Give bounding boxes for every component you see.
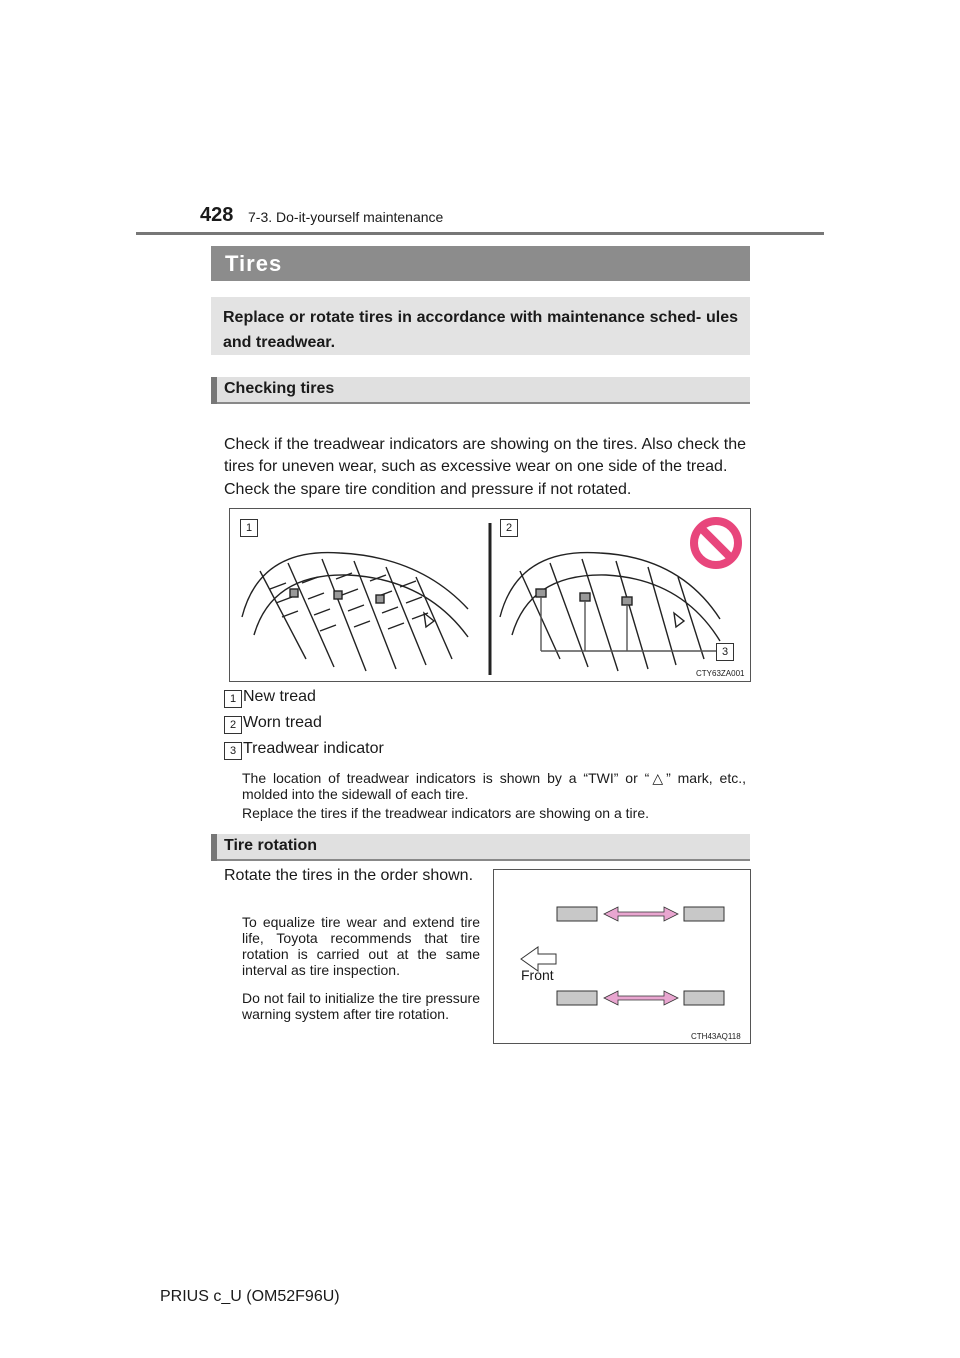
checking-heading-text: Checking tires [224, 380, 335, 397]
list-number: 1 [224, 690, 242, 708]
new-tread-drawing [242, 553, 468, 671]
rotation-paragraph: Rotate the tires in the order shown. [224, 867, 474, 884]
rotation-heading-text: Tire rotation [224, 837, 318, 854]
checking-paragraph-2: Check the spare tire condition and pressure if not rotated. [224, 481, 632, 498]
rotation-arrow-top [604, 907, 678, 921]
callout-1: 1 [240, 519, 258, 537]
intro-box [211, 297, 750, 355]
rotation-figure [493, 869, 751, 1044]
tread-figure [229, 508, 751, 682]
tire-front-right [684, 907, 724, 921]
treadwear-note-1: The location of treadwear indicators is shown by a “TWI” or “△” mark, etc., molded into the sidewall of each tire. [242, 770, 746, 802]
checking-paragraph-1: Check if the treadwear indicators are showing on the tires. Also check the tires for uneven wear, such as excessive wear on one side of the tread. [224, 436, 746, 475]
list-item [224, 688, 316, 708]
header-rule [136, 232, 824, 235]
rotation-arrow-bottom [604, 991, 678, 1005]
figure-code: CTH43AQ118 [691, 1032, 741, 1041]
title-bar [211, 246, 750, 281]
callout-2: 2 [500, 519, 518, 537]
heading-bar [211, 834, 217, 861]
callout-3: 3 [716, 643, 734, 661]
list-item [224, 714, 322, 734]
list-label: Treadwear indicator [243, 740, 384, 757]
prohibit-icon [694, 521, 738, 565]
rotation-note-2: Do not fail to initialize the tire pressure warning system after tire rotation. [242, 990, 480, 1022]
rotation-heading [211, 834, 750, 861]
front-label: Front [521, 967, 554, 983]
page-number: 428 [200, 204, 234, 226]
list-label: Worn tread [243, 714, 322, 731]
list-number: 3 [224, 742, 242, 760]
worn-tread-drawing [500, 553, 720, 671]
heading-bar [211, 377, 217, 404]
tire-rear-right [684, 991, 724, 1005]
tire-rear-left [557, 991, 597, 1005]
tread-illustration [230, 509, 750, 681]
rotation-note-1: To equalize tire wear and extend tire life, Toyota recommends that tire rotation is carried out at the same interval as tire inspection. [242, 914, 480, 978]
section-title: 7-3. Do-it-yourself maintenance [248, 209, 444, 225]
treadwear-note-2: Replace the tires if the treadwear indicators are showing on a tire. [242, 805, 649, 821]
rotation-diagram [494, 870, 750, 1043]
list-item [224, 740, 384, 760]
intro-text: Replace or rotate tires in accordance with maintenance sched- ules and treadwear. [223, 309, 738, 351]
page-title: Tires [225, 251, 283, 276]
footer-model: PRIUS c_U (OM52F96U) [160, 1288, 340, 1305]
figure-code: CTY63ZA001 [696, 669, 745, 678]
tire-front-left [557, 907, 597, 921]
list-number: 2 [224, 716, 242, 734]
checking-heading [211, 377, 750, 404]
list-label: New tread [243, 688, 316, 705]
